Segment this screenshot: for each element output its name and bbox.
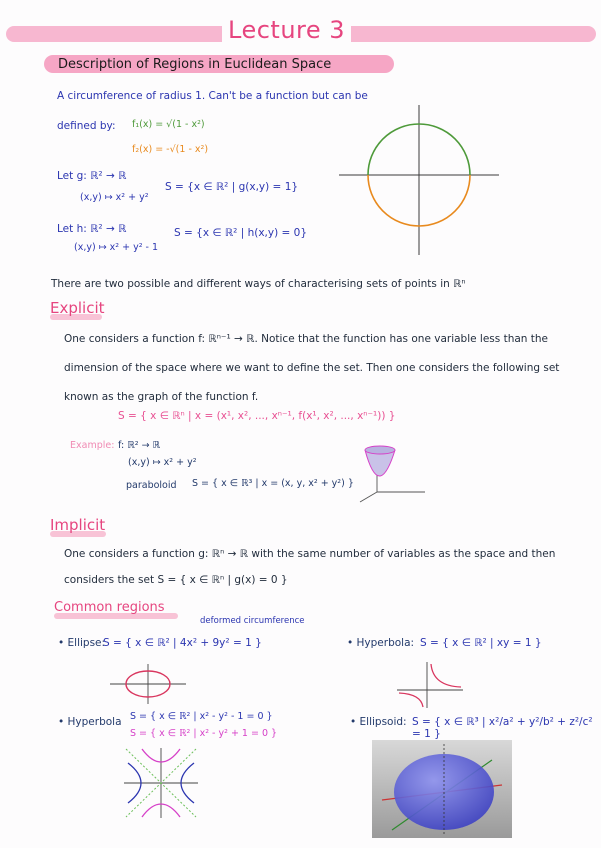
hyperbola-branch-1 bbox=[431, 664, 461, 687]
ellipsoid-set: S = { x ∈ ℝ³ | x²/a² + y²/b² + z²/c² = 1 } bbox=[412, 716, 593, 740]
hyperbola2-set-a: S = { x ∈ ℝ² | x² - y² - 1 = 0 } bbox=[130, 711, 273, 722]
ellipsoid-figure bbox=[372, 740, 512, 838]
example-line-2: (x,y) ↦ x² + y² bbox=[128, 457, 197, 468]
deformed-note: deformed circumference bbox=[200, 616, 305, 626]
implicit-heading: Implicit bbox=[50, 516, 106, 534]
f2-definition: f₂(x) = -√(1 - x²) bbox=[132, 144, 209, 155]
explicit-line-1: One considers a function f: ℝⁿ⁻¹ → ℝ. Notice that the function has one variable less than the bbox=[64, 333, 549, 345]
let-h-line2: (x,y) ↦ x² + y² - 1 bbox=[74, 242, 159, 253]
xy-hyperbola-figure bbox=[395, 660, 465, 710]
intro-line-2: defined by: bbox=[57, 120, 116, 132]
page-subtitle: Description of Regions in Euclidean Space bbox=[58, 57, 332, 72]
hyperbola2-set-b: S = { x ∈ ℝ² | x² - y² + 1 = 0 } bbox=[130, 728, 278, 739]
ellipsoid-label: • Ellipsoid: bbox=[350, 716, 407, 728]
ellipse-set: S = { x ∈ ℝ² | 4x² + 9y² = 1 } bbox=[103, 637, 262, 649]
set-g: S = {x ∈ ℝ² | g(x,y) = 1} bbox=[165, 181, 299, 193]
paraboloid-figure bbox=[355, 440, 430, 510]
paraboloid-rim bbox=[365, 446, 395, 454]
let-h-line1: Let h: ℝ² → ℝ bbox=[57, 223, 127, 235]
common-heading: Common regions bbox=[54, 600, 165, 615]
intro-line-1: A circumference of radius 1. Can't be a function but can be bbox=[57, 90, 368, 102]
hyperbola2-label: • Hyperbola bbox=[58, 716, 122, 728]
f1-definition: f₁(x) = √(1 - x²) bbox=[132, 119, 205, 130]
ellipse-figure bbox=[108, 662, 188, 706]
explicit-heading: Explicit bbox=[50, 299, 105, 317]
unit-circle-figure bbox=[334, 100, 504, 260]
implicit-line-2: considers the set S = { x ∈ ℝⁿ | g(x) = 0 } bbox=[64, 574, 288, 586]
explicit-line-3: known as the graph of the function f. bbox=[64, 391, 259, 403]
two-ways-text: There are two possible and different ways of characterising sets of points in ℝⁿ bbox=[51, 278, 466, 290]
implicit-line-1: One considers a function g: ℝⁿ → ℝ with the same number of variables as the space and then bbox=[64, 548, 556, 560]
example-line-1: f: ℝ² → ℝ bbox=[118, 440, 161, 451]
hyperbola-branch-2 bbox=[399, 693, 423, 707]
set-h: S = {x ∈ ℝ² | h(x,y) = 0} bbox=[174, 227, 308, 239]
x-axis bbox=[360, 492, 377, 502]
paraboloid-label: paraboloid bbox=[126, 480, 177, 491]
hyperbola-pair-figure bbox=[120, 745, 202, 820]
hyperbola1-set: S = { x ∈ ℝ² | xy = 1 } bbox=[420, 637, 542, 649]
hyperbola1-label: • Hyperbola: bbox=[347, 637, 415, 649]
page-title: Lecture 3 bbox=[222, 16, 351, 44]
example-label: Example: bbox=[70, 440, 115, 451]
explicit-line-2: dimension of the space where we want to define the set. Then one considers the following set bbox=[64, 362, 560, 374]
paraboloid-set: S = { x ∈ ℝ³ | x = (x, y, x² + y²) } bbox=[192, 478, 354, 489]
let-g-line2: (x,y) ↦ x² + y² bbox=[80, 192, 149, 203]
ellipse-label: • Ellipse: bbox=[58, 637, 106, 649]
explicit-graph-set: S = { x ∈ ℝⁿ | x = (x¹, x², ..., xⁿ⁻¹, f(x¹, x², ..., xⁿ⁻¹)) } bbox=[118, 410, 396, 422]
let-g-line1: Let g: ℝ² → ℝ bbox=[57, 170, 127, 182]
